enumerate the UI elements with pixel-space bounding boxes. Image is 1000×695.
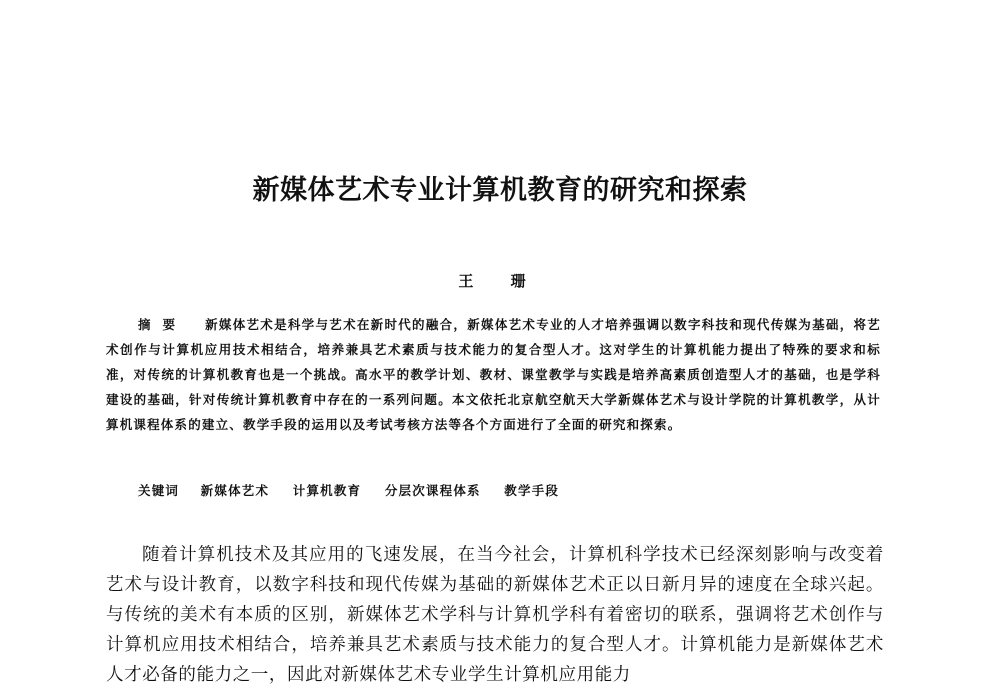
paper-title: 新媒体艺术专业计算机教育的研究和探索	[252, 175, 748, 206]
keywords-section	[138, 481, 577, 499]
keyword-item: 教学手段	[504, 483, 560, 498]
keyword-item: 新媒体艺术	[200, 483, 270, 498]
body-paragraph: 随着计算机技术及其应用的飞速发展，在当今社会，计算机科学技术已经深刻影响与改变着艺术与设计教育，以数字科技和现代传媒为基础的新媒体艺术正以日新月异的速度在全球兴起。与传统的美术有本质的区别，新媒体艺术学科与计算机学科有着密切的联系，强调将艺术创作与计算机应用技术相结合，培养兼具艺术素质与技术能力的复合型人才。计算机能力是新媒体艺术人才必备的能力之一，因此对新媒体艺术专业学生计算机应用能力	[106, 545, 884, 685]
abstract-section	[106, 312, 881, 437]
author-name: 王 珊	[458, 272, 542, 290]
keyword-item: 分层次课程体系	[384, 483, 481, 498]
body-text	[106, 540, 884, 690]
keywords-label: 关键词	[138, 483, 180, 498]
keyword-item: 计算机教育	[292, 483, 362, 498]
abstract-label: 摘要	[138, 317, 188, 332]
abstract-text: 新媒体艺术是科学与艺术在新时代的融合，新媒体艺术专业的人才培养强调以数字科技和现代传媒为基础，将艺术创作与计算机应用技术相结合，培养兼具艺术素质与技术能力的复合型人才。这对学生的计算机能力提出了特殊的要求和标准，对传统的计算机教育也是一个挑战。高水平的教学计划、教材、课堂教学与实践是培养高素质创造型人才的基础，也是学科建设的基础，针对传统计算机教育中存在的一系列问题。本文依托北京航空航天大学新媒体艺术与设计学院的计算机教学，从计算机课程体系的建立、教学手段的运用以及考试考核方法等各个方面进行了全面的研究和探索。	[106, 317, 881, 432]
